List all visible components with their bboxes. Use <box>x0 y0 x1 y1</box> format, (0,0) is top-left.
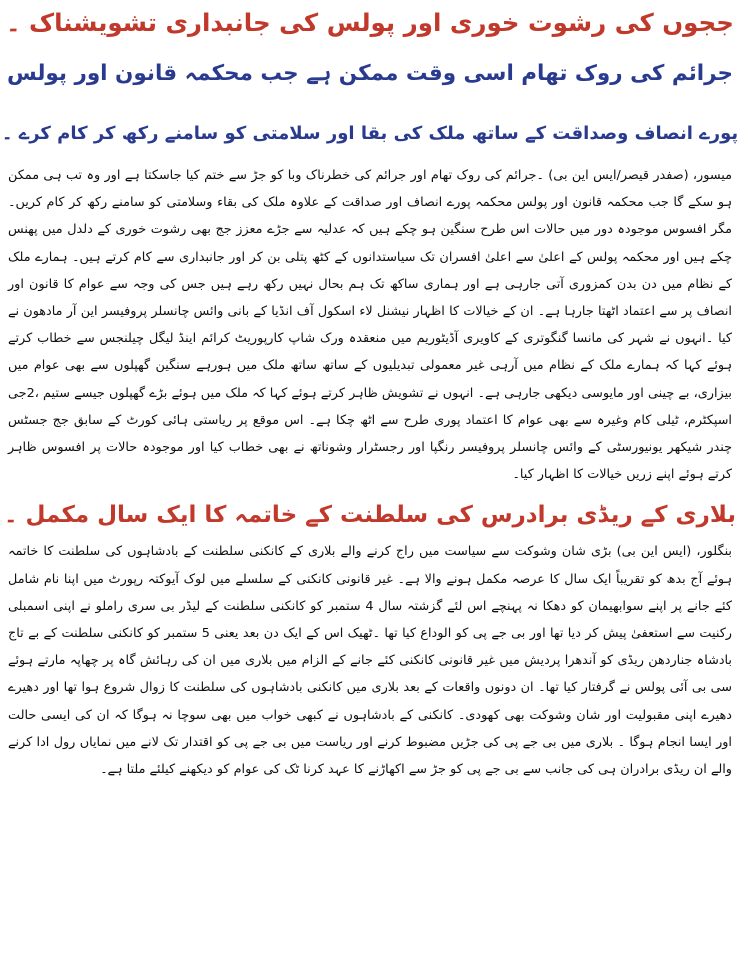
story2-body: بنگلور، (ایس این بی) بڑی شان وشوکت سے سیاست میں راج کرنے والے بلاری کے کانکنی سلطنت کے بادشاہوں کی سلطنت کا خاتمہ ہوئے آج بدھ کو تقریباً ایک سال کا عرصہ مکمل ہونے والا ہے۔ غیر قانونی کانکنی کے سلسلے میں لوک آیوکتہ رپورٹ میں اپنا نام شامل کئے جانے پر اپنے سوابھیمان کو دھکا نہ پہنچے اس لئے گزشتہ سال 4 ستمبر کو کانکنی سلطنت کے لیڈر بی سری راملو نے اپنی اسمبلی رکنیت سے استعفیٰ پیش کر دیا تھا اور بی جے پی کو الوداع کیا تھا ۔ٹھیک اس کے ایک دن بعد یعنی 5 ستمبر کو کانکنی سلطنت کے بے تاج بادشاہ جناردھن ریڈی کو آندھرا پردیش میں غیر قانونی کانکنی کئے جانے کے الزام میں بلاری میں ان کی رہائش گاہ پر چھاپہ مارتے ہوئے سی بی آئی پولس نے گرفتار کیا تھا۔ ان دونوں واقعات کے بعد بلاری میں کانکنی بادشاہوں کی سلطنت کا زوال شروع ہوا تھا اور دھیرے دھیرے اپنی مقبولیت اور شان وشوکت بھی کھودی۔ کانکنی کے بادشاہوں نے کبھی خواب میں بھی سوچا نہ ہوگا کہ ان کی ایسی حالت اور ایسا انجام ہوگا ۔ بلاری میں بی جے پی کی جڑیں مضبوط کرنے اور ریاست میں بی جے پی کو اقتدار تک لانے میں نمایاں رول ادا کرنے والے ان ریڈی برادران ہی کی جانب سے بی جے پی کو جڑ سے اکھاڑنے کا عہد کرنا ٹک کی عوام کو دیکھنے کیلئے ملتا ہے۔ <box>8 544 732 778</box>
story1-headline: ججوں کی رشوت خوری اور پولس کی جانبداری تشویشناک ۔ <box>6 8 734 37</box>
story1-subheadline-line1: جرائم کی روک تھام اسی وقت ممکن ہے جب محکمہ قانون اور پولس <box>6 61 734 86</box>
story1-body: میسور، (صفدر قیصر/ایس این بی) ۔جرائم کی روک تھام اور جرائم کی خطرناک وبا کو جڑ سے ختم کیا جاسکتا ہے اور وہ تب ہی ممکن ہو سکے گا جب محکمہ قانون اور پولس محکمہ پورے انصاف اور صداقت کے علاوہ ملک کی بقاء وسلامتی کو سامنے رکھ کر کام کریں۔ مگر افسوس موجودہ دور میں حالات اس طرح سنگین ہو چکے ہیں کہ عدلیہ سے جڑے معزز جج بھی رشوت خوری کے دلدل میں پھنس چکے ہیں اور محکمہ پولس کے اعلیٰ سے اعلیٰ افسران تک سیاستدانوں کے کٹھ پتلی بن کر اور جانبداری سے کام کرتے ہیں۔ ہمارے ملک کے نظام میں دن بدن کمزوری آتی جارہی ہے اور ہماری ساکھ تک ہم بحال نہیں رکھ رہے ہیں جس کی وجہ سے عوام کا قانون اور انصاف پر سے اعتماد اٹھتا جارہا ہے۔ ان کے خیالات کا اظہار نیشنل لاء اسکول آف انڈیا کے بانی وائس چانسلر پروفیسر این آر مادھون نے کیا ۔انہوں نے شہر کی مانسا گنگوتری کے کاویری آڈیٹوریم میں منعقدہ ورک شاپ کارپوریٹ کرائم اینڈ لیگل چیلنجس سے خطاب کرتے ہوئے کہا کہ ہمارے ملک کے نظام میں آرہی غیر معمولی تبدیلیوں کے ساتھ ساتھ ملک میں ہورہے سنگین گھپلوں سے بھی عوام میں بیزاری، بے چینی اور مایوسی دیکھی جارہی ہے۔ انہوں نے تشویش ظاہر کرتے ہوئے کہا کہ ملک میں ہوئے بڑے گھپلوں جیسے ستیم ،2جی اسپکٹرم، ٹیلی کام وغیرہ سے بھی عوام کا اعتماد پوری طرح سے اٹھ چکا ہے۔ اس موقع پر ریاستی ہائی کورٹ کے سابق جج جسٹس چندر شیکھر یونیورسٹی کے وائس چانسلر پروفیسر رنگپا اور رجسٹرار وشوناتھ نے بھی خطاب کیا اور موجودہ حالات پر افسوس ظاہر کرتے ہوئے اپنے زریں خیالات کا اظہار کیا۔ <box>8 168 732 483</box>
story2-headline: بلاری کے ریڈی برادرس کی سلطنت کے خاتمہ کا ایک سال مکمل ۔ <box>4 502 736 529</box>
story1-subheadline-line2: پورے انصاف وصداقت کے ساتھ ملک کی بقا اور سلامتی کو سامنے رکھ کر کام کرے ۔ <box>1 123 739 144</box>
